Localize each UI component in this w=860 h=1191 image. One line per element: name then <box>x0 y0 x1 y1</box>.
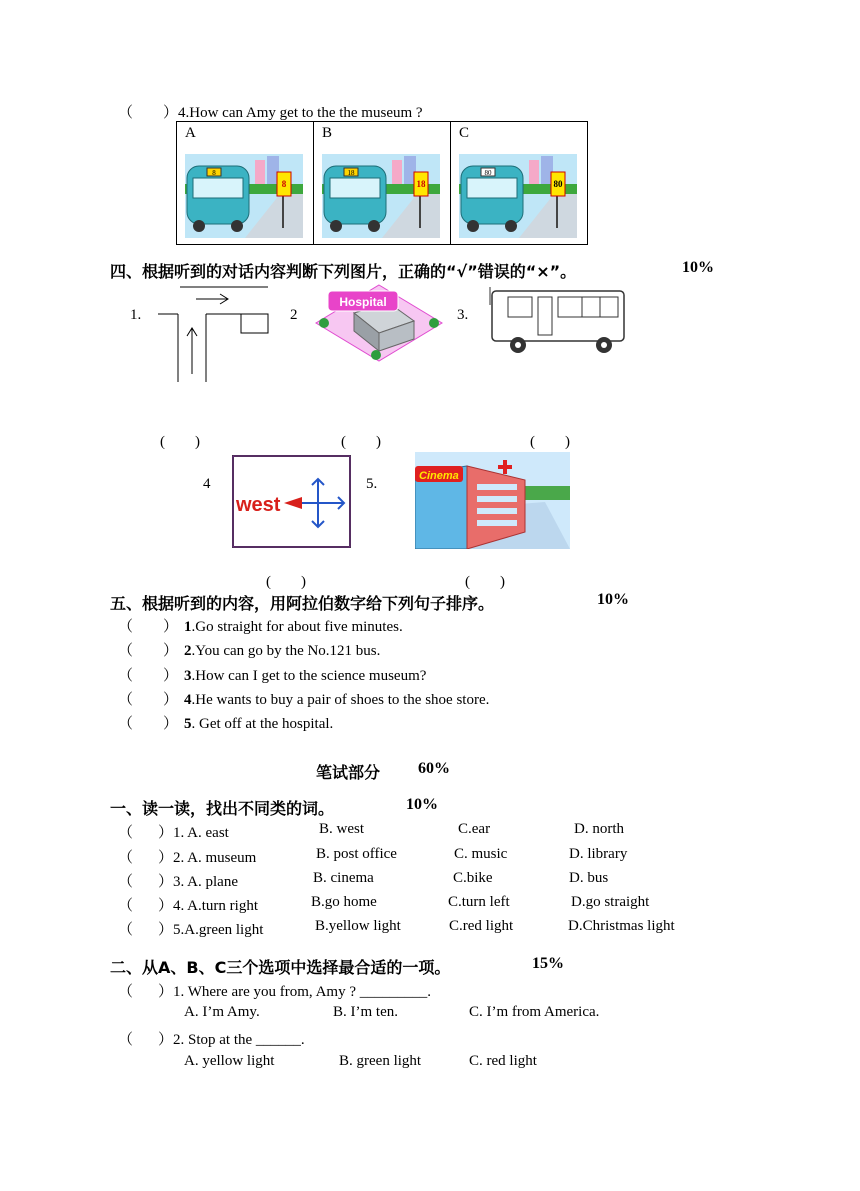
hospital-label: Hospital <box>339 295 387 309</box>
question-row <box>118 846 628 867</box>
bus-number: 8 <box>212 169 216 177</box>
sentence-text: .Go straight for about five minutes. <box>191 619 403 635</box>
answer-blank[interactable]: （ <box>118 692 134 708</box>
sign-number: 18 <box>416 179 426 189</box>
item-number: 3. <box>457 307 469 323</box>
option-a: ）5.A.green light <box>158 922 264 938</box>
sentence-row: （ ） 1.Go straight for about five minutes. <box>118 619 403 635</box>
q4-text: 4.How can Amy get to the the museum ? <box>178 105 423 121</box>
option-a: ）2. A. museum <box>158 850 257 866</box>
sentence-number: 2 <box>184 643 192 659</box>
option-b: B.yellow light <box>315 918 401 934</box>
option-a: A. yellow light <box>184 1053 275 1069</box>
section4-score: 10% <box>682 259 714 276</box>
directions-map-image <box>158 284 270 384</box>
sentence-row: （ ） 2.You can go by the No.121 bus. <box>118 643 381 659</box>
sentence-number: 5 <box>184 716 192 732</box>
answer-blank[interactable]: （ <box>118 898 134 914</box>
answer-blank[interactable]: （ <box>118 1032 134 1048</box>
answer-blank[interactable]: （ <box>118 874 134 890</box>
option-c: C.red light <box>449 918 514 934</box>
section5-score: 10% <box>597 591 629 608</box>
option-a: ）3. A. plane <box>158 874 238 890</box>
question-text: ）1. Where are you from, Amy ? _________. <box>158 984 431 1000</box>
option-c: C. I’m from America. <box>469 1004 600 1020</box>
option-b[interactable] <box>314 122 451 244</box>
option-d: D. north <box>574 821 624 837</box>
item-number: 5. <box>366 476 378 492</box>
option-a[interactable] <box>177 122 314 244</box>
part1-heading: 一、读一读，找出不同类的词。 <box>110 799 335 818</box>
item-number: 2 <box>290 307 298 323</box>
bus-image <box>486 285 626 357</box>
option-label: B <box>322 125 333 141</box>
question-row <box>118 894 650 915</box>
answer-blank[interactable]: ( ) <box>530 434 570 450</box>
bus-number: 80 <box>484 169 492 177</box>
sentence-row: （ ） 5. Get off at the hospital. <box>118 716 334 732</box>
sentence-text: .How can I get to the science museum? <box>191 668 427 684</box>
bus-stop-image <box>185 154 303 238</box>
sentence-row: （ ） 3.How can I get to the science museum? <box>118 668 427 684</box>
sentence-number: 3 <box>184 668 192 684</box>
sign-number: 8 <box>281 179 287 189</box>
option-c: C.bike <box>453 870 493 886</box>
sign-number: 80 <box>553 179 563 189</box>
answer-blank[interactable]: （ <box>118 922 134 938</box>
option-d: D. bus <box>569 870 609 886</box>
hospital-image <box>314 283 444 363</box>
written-part-score: 60% <box>418 760 450 777</box>
section4-heading <box>110 259 576 282</box>
item-number: 4 <box>203 476 211 492</box>
sentence-text: .You can go by the No.121 bus. <box>191 643 381 659</box>
question-row <box>118 870 609 891</box>
sentence-number: 1 <box>184 619 192 635</box>
answer-blank[interactable]: ( ) <box>266 574 306 590</box>
answer-blank[interactable]: （ <box>118 850 134 866</box>
question-row <box>118 1028 305 1049</box>
option-c: C.ear <box>458 821 491 837</box>
question-row <box>118 918 675 939</box>
question-text: ）2. Stop at the ______. <box>158 1032 305 1048</box>
sentence-text: .He wants to buy a pair of shoes to the shoe store. <box>191 692 490 708</box>
option-c[interactable] <box>451 122 587 244</box>
section5-heading: 五、根据听到的内容，用阿拉伯数字给下列句子排序。 <box>110 594 495 613</box>
part2-heading: 二、从A、B、C三个选项中选择最合适的一项。 <box>110 958 451 977</box>
option-b: B. post office <box>316 846 397 862</box>
option-c: C. red light <box>469 1053 537 1069</box>
option-b: B.go home <box>311 894 377 910</box>
answer-blank[interactable]: （ <box>118 984 134 1000</box>
item-number: 1. <box>130 307 142 323</box>
part1-score: 10% <box>406 796 438 813</box>
answer-blank[interactable]: （ <box>118 619 134 635</box>
option-b: B. green light <box>339 1053 422 1069</box>
answer-blank[interactable]: （ ） <box>118 105 179 121</box>
sentence-number: 4 <box>184 692 192 708</box>
option-c: C.turn left <box>448 894 510 910</box>
sentence-row: （ ） 4.He wants to buy a pair of shoes to the shoe store. <box>118 692 490 708</box>
option-b: B. west <box>319 821 364 837</box>
answer-blank[interactable]: （ <box>118 825 134 841</box>
answer-blank[interactable]: ( ) <box>160 434 200 450</box>
option-d: D. library <box>569 846 628 862</box>
written-part-title: 笔试部分 <box>316 763 381 782</box>
option-b: B. I’m ten. <box>333 1004 398 1020</box>
answer-blank[interactable]: ( ) <box>341 434 381 450</box>
answer-blank[interactable]: （ <box>118 668 134 684</box>
cinema-label: Cinema <box>419 470 459 482</box>
bus-stop-image <box>459 154 577 238</box>
option-a: ）1. A. east <box>158 825 229 841</box>
option-label: C <box>459 125 470 141</box>
option-d: D.go straight <box>571 894 650 910</box>
option-a: ）4. A.turn right <box>158 898 258 914</box>
heading-text: 四、根据听到的对话内容判断下列图片，正确的“√”错误的“×”。 <box>110 262 577 281</box>
q4-options-table <box>176 121 588 245</box>
cinema-image <box>415 452 570 549</box>
question-row <box>118 980 431 1001</box>
answer-blank[interactable]: （ <box>118 643 134 659</box>
west-label: west <box>236 494 281 516</box>
q4-question <box>118 101 423 122</box>
option-label: A <box>185 125 196 141</box>
bus-stop-image <box>322 154 440 238</box>
answer-blank[interactable]: （ <box>118 716 134 732</box>
option-d: D.Christmas light <box>568 918 675 934</box>
answer-blank[interactable]: ( ) <box>465 574 505 590</box>
question-row <box>118 821 624 842</box>
west-direction-image <box>232 455 352 549</box>
part2-score: 15% <box>532 955 564 972</box>
option-a: A. I’m Amy. <box>184 1004 260 1020</box>
option-c: C. music <box>454 846 508 862</box>
bus-number: 18 <box>347 169 355 177</box>
option-b: B. cinema <box>313 870 374 886</box>
sentence-text: . Get off at the hospital. <box>191 716 334 732</box>
